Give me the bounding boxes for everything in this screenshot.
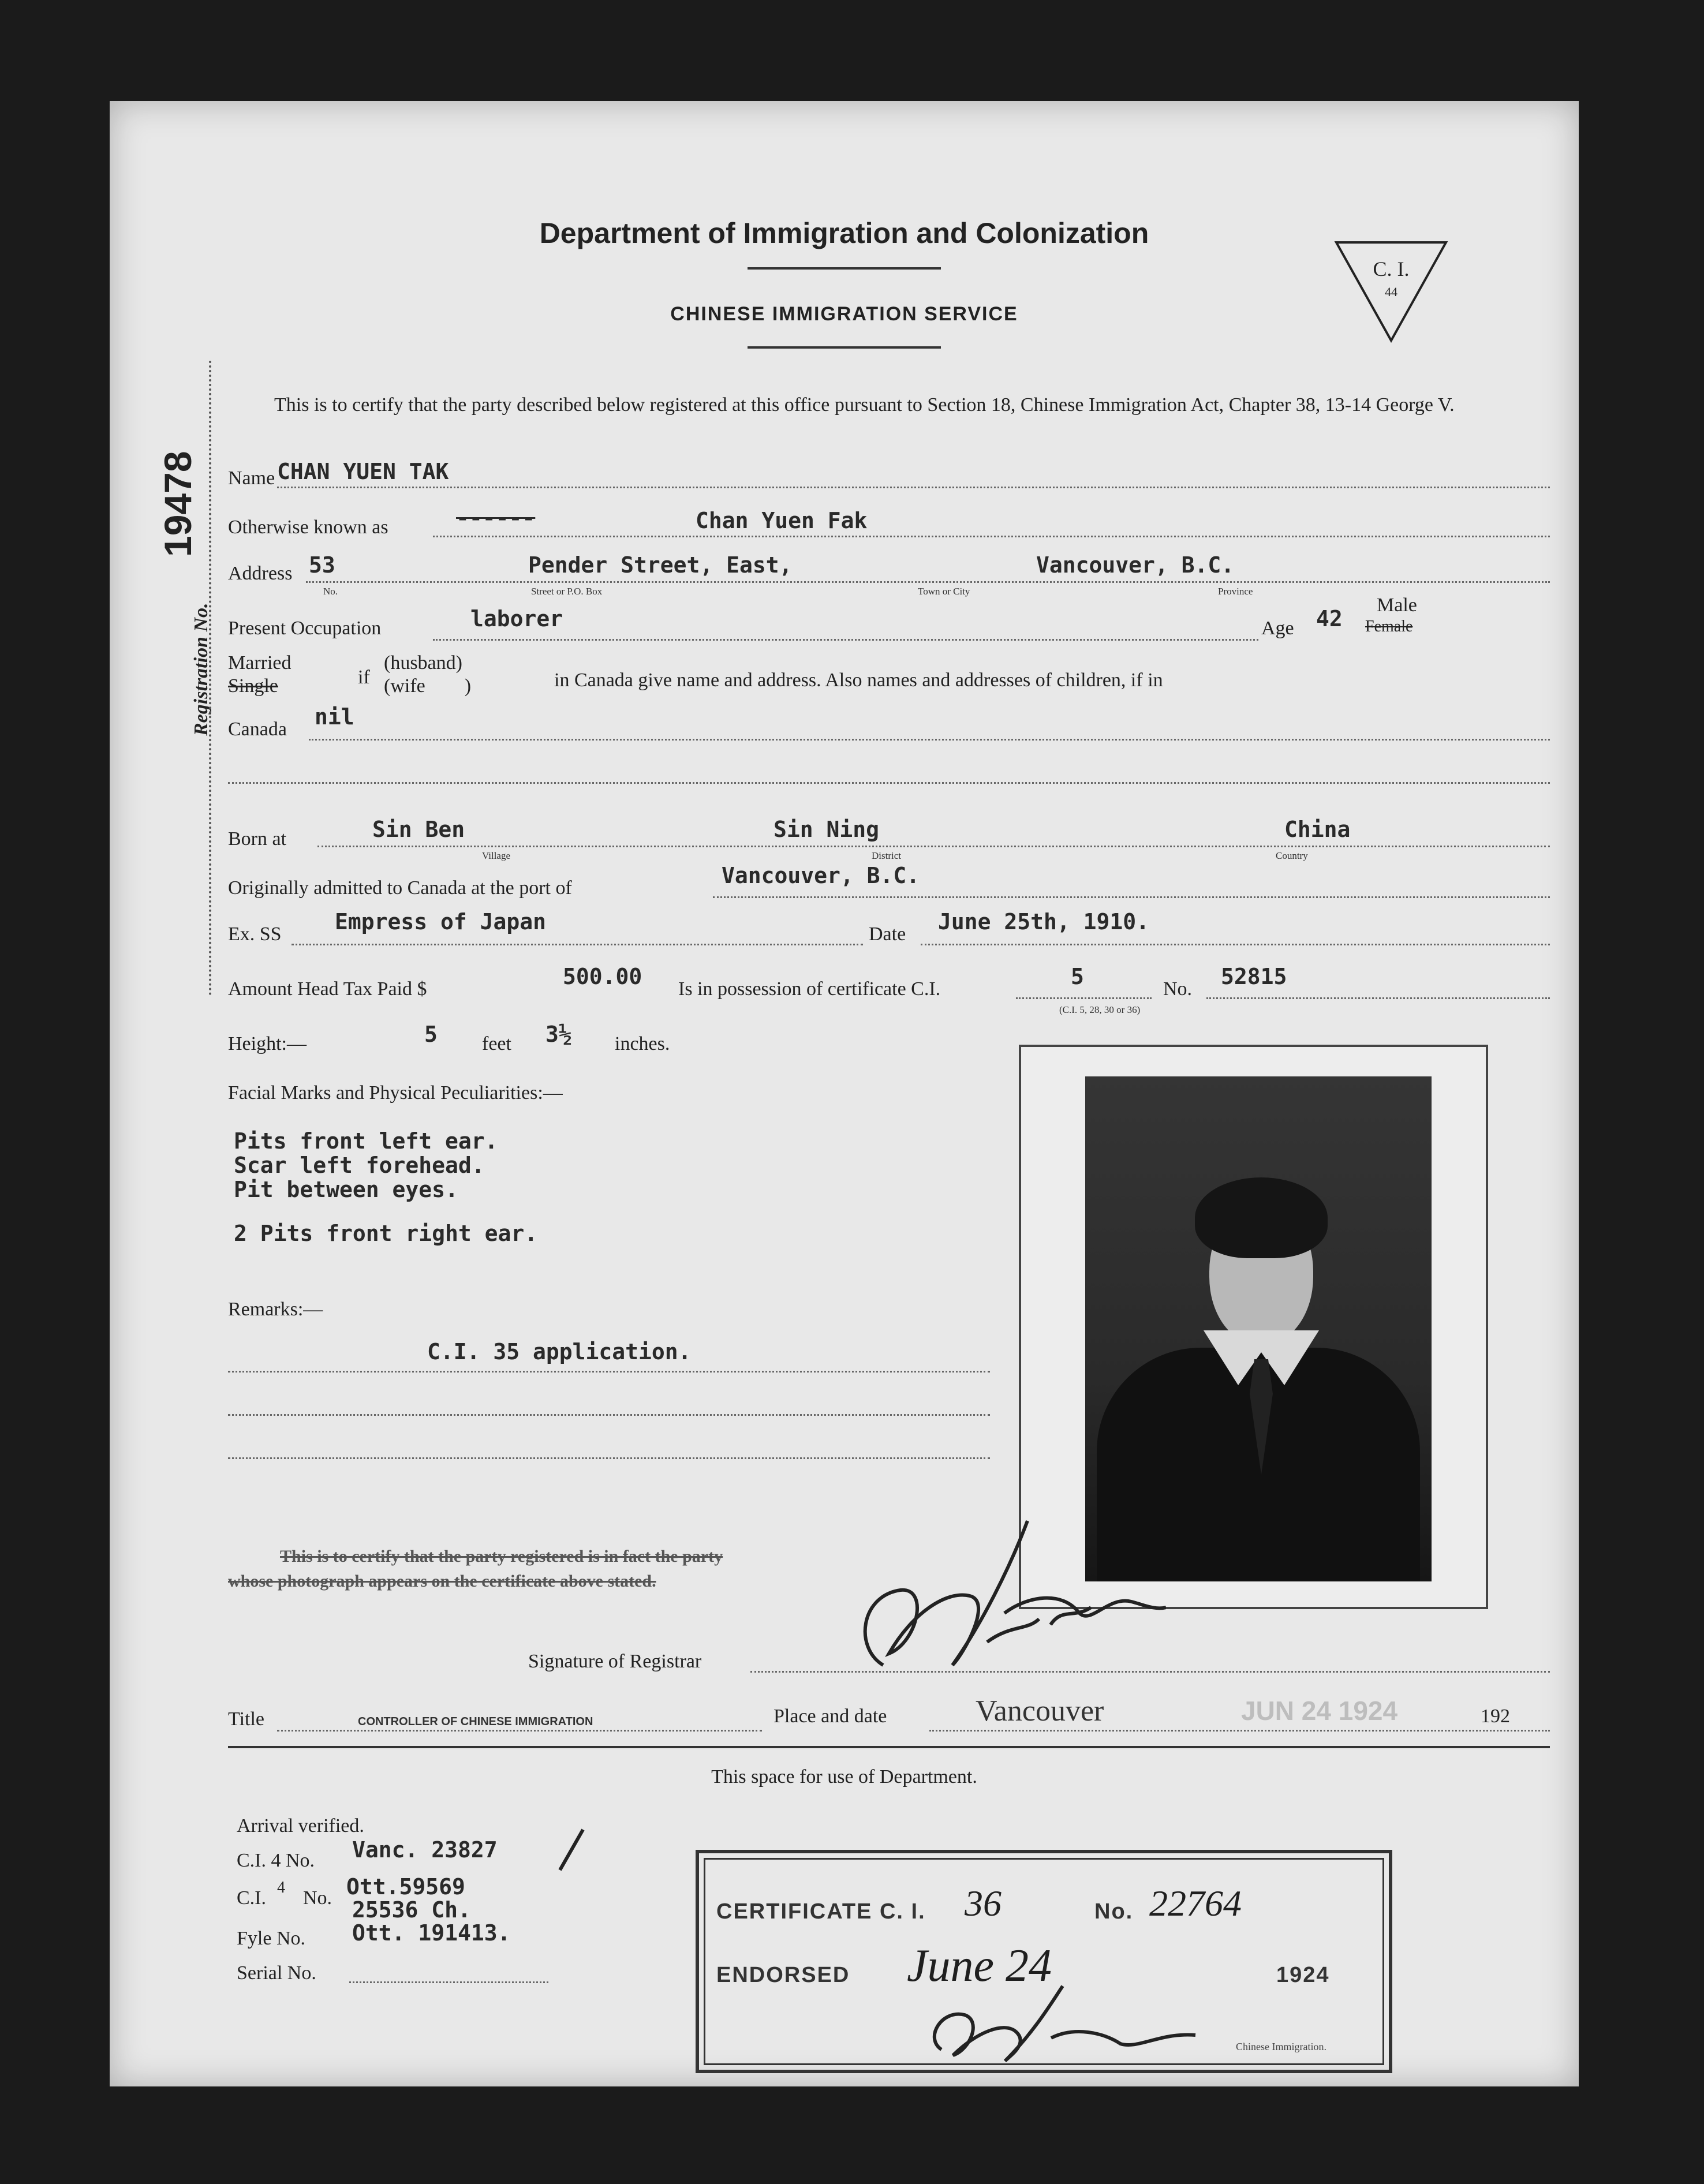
photo-hair [1195, 1177, 1328, 1258]
address-line [306, 581, 1550, 583]
address-sub-no: No. [323, 586, 338, 597]
service-title: CHINESE IMMIGRATION SERVICE [670, 303, 1018, 325]
canada-line-2 [228, 782, 1550, 784]
ci-small: 4 [277, 1879, 285, 1897]
title-value: CONTROLLER OF CHINESE IMMIGRATION [358, 1715, 593, 1728]
address-sub-province: Province [1218, 586, 1253, 597]
stamp-cert-ci: 36 [965, 1883, 1002, 1924]
title-label: Title [228, 1708, 265, 1730]
certificate-page [110, 101, 1579, 2086]
address-street: Pender Street, East, [528, 552, 793, 578]
date-line [921, 944, 1550, 945]
port-value: Vancouver, B.C. [722, 863, 920, 888]
born-village: Sin Ben [372, 817, 465, 842]
mark-item: Pit between eyes. [234, 1177, 458, 1202]
ci-value-dept-2: 25536 Ch. [352, 1897, 471, 1923]
registrar-certify-line2: whose photograph appears on the certificate above stated. [228, 1572, 656, 1591]
stamp-cert-label: CERTIFICATE C. I. [716, 1899, 926, 1924]
possession-label: Is in possession of certificate C.I. [678, 978, 941, 1000]
signature-label: Signature of Registrar [528, 1651, 702, 1672]
stamp-endorsed-date: June 24 [907, 1940, 1052, 1991]
marks-label: Facial Marks and Physical Peculiarities:— [228, 1082, 563, 1104]
section-rule [228, 1746, 1550, 1748]
height-label: Height:— [228, 1033, 307, 1054]
registrar-certify-line1: This is to certify that the party registered is in fact the party [280, 1547, 723, 1566]
remarks-label: Remarks:— [228, 1299, 323, 1320]
ship-line [292, 944, 863, 945]
born-district: Sin Ning [773, 817, 880, 842]
registrar-signature [820, 1509, 1166, 1694]
cert-no-line [1206, 997, 1550, 999]
title-line [277, 1730, 762, 1732]
cert-no-label: No. [1163, 978, 1193, 1000]
fyle-value: Ott. 191413. [352, 1920, 511, 1946]
age-label: Age [1261, 618, 1294, 639]
headtax-label: Amount Head Tax Paid $ [228, 978, 427, 1000]
remarks-line [228, 1414, 990, 1416]
otherwise-struck: ------ [456, 505, 536, 530]
stamp-endorsed-year: 1924 [1276, 1963, 1330, 1987]
registration-dotted-line [209, 361, 211, 996]
check-mark [554, 1827, 589, 1873]
mark-item: Pits front left ear. [234, 1128, 498, 1154]
born-line [317, 846, 1550, 847]
ci4-value: Vanc. 23827 [352, 1837, 498, 1863]
stamp-footer: Chinese Immigration. [1236, 2041, 1326, 2052]
married-label: Married [228, 652, 292, 674]
mark-item: 2 Pits front right ear. [234, 1221, 538, 1246]
born-sub-village: Village [482, 850, 511, 861]
registration-label: Registration No. [190, 603, 212, 736]
ci-label: C.I. [237, 1887, 266, 1909]
age-value: 42 [1316, 606, 1343, 631]
remarks-value: C.I. 35 application. [427, 1339, 692, 1364]
department-use-caption: This space for use of Department. [711, 1766, 977, 1787]
otherwise-label: Otherwise known as [228, 517, 388, 538]
feet-label: feet [482, 1033, 511, 1054]
endorsement-stamp [696, 1850, 1392, 2073]
portrait-photo [1085, 1076, 1432, 1581]
address-city: Vancouver, B.C. [1036, 552, 1235, 578]
name-line [277, 487, 1550, 488]
stamp-endorsed-label: ENDORSED [716, 1963, 850, 1987]
ship-label: Ex. SS [228, 923, 282, 945]
signature-line [750, 1671, 1550, 1673]
form-code-line1: C. I. [1373, 257, 1410, 281]
serial-label: Serial No. [237, 1962, 316, 1984]
address-number: 53 [309, 552, 335, 578]
headtax-value: 500.00 [563, 964, 642, 989]
place-label: Place and date [773, 1706, 887, 1727]
address-sub-city: Town or City [918, 586, 970, 597]
date-stamp: JUN 24 1924 [1241, 1696, 1398, 1726]
occupation-line [433, 639, 1258, 641]
stamp-signature [918, 1980, 1207, 2067]
year-suffix: 192 [1481, 1706, 1510, 1727]
ci-no-label: No. [303, 1887, 332, 1909]
registration-number: 19478 [156, 451, 199, 557]
address-label: Address [228, 563, 293, 584]
sex-female-struck: Female [1365, 618, 1413, 635]
born-country: China [1284, 817, 1351, 842]
canada-value: nil [315, 704, 354, 730]
serial-line [349, 1981, 548, 1983]
canada-label: Canada [228, 719, 287, 740]
name-value: CHAN YUEN TAK [277, 459, 449, 484]
cert-no-value: 52815 [1221, 964, 1287, 989]
otherwise-value: Chan Yuen Fak [696, 508, 868, 533]
wife-label: (wife ) [384, 675, 472, 697]
date-value: June 25th, 1910. [938, 909, 1150, 934]
place-line [929, 1730, 1550, 1732]
form-code-line2: 44 [1385, 285, 1397, 299]
occupation-label: Present Occupation [228, 618, 382, 639]
born-label: Born at [228, 828, 287, 850]
otherwise-line [433, 536, 1550, 537]
ci-value: 5 [1071, 964, 1084, 989]
port-line [713, 896, 1550, 898]
stamp-cert-no: 22764 [1149, 1883, 1242, 1924]
ci-sub: (C.I. 5, 28, 30 or 36) [1059, 1004, 1141, 1015]
canada-line [309, 739, 1550, 741]
form-code-triangle [1333, 240, 1449, 343]
remarks-line [228, 1371, 990, 1373]
ci-line [1016, 997, 1152, 999]
place-value: Vancouver [976, 1695, 1104, 1727]
born-sub-district: District [872, 850, 901, 861]
name-label: Name [228, 468, 275, 489]
port-label: Originally admitted to Canada at the port of [228, 877, 572, 899]
date-label: Date [869, 923, 906, 945]
husband-label: (husband) [384, 652, 462, 674]
ci-value-dept: Ott.59569 [346, 1874, 465, 1899]
arrival-label: Arrival verified. [237, 1815, 364, 1837]
department-title: Department of Immigration and Colonization [539, 217, 1149, 249]
ci4-label: C.I. 4 No. [237, 1850, 315, 1871]
in-canada-text: in Canada give name and address. Also names and addresses of children, if in [554, 670, 1163, 691]
certify-paragraph: This is to certify that the party described below registered at this office pursuant to Section 18, Chinese Immigration Act, Chapter 38, 13-14 George V. [274, 394, 1455, 416]
born-sub-country: Country [1276, 850, 1308, 861]
mark-item: Scar left forehead. [234, 1153, 485, 1178]
sex-male: Male [1377, 594, 1417, 616]
if-label: if [358, 667, 370, 688]
header-rule-bottom [748, 346, 941, 349]
height-feet: 5 [424, 1022, 438, 1047]
header-rule-top [748, 267, 941, 270]
ship-value: Empress of Japan [335, 909, 547, 934]
inches-label: inches. [615, 1033, 670, 1054]
fyle-label: Fyle No. [237, 1928, 305, 1949]
occupation-value: laborer [470, 606, 563, 631]
single-struck: Single [228, 675, 278, 697]
height-inches: 3½ [545, 1022, 572, 1047]
address-sub-street: Street or P.O. Box [531, 586, 603, 597]
remarks-line [228, 1457, 990, 1459]
stamp-no-label: No. [1094, 1899, 1134, 1924]
